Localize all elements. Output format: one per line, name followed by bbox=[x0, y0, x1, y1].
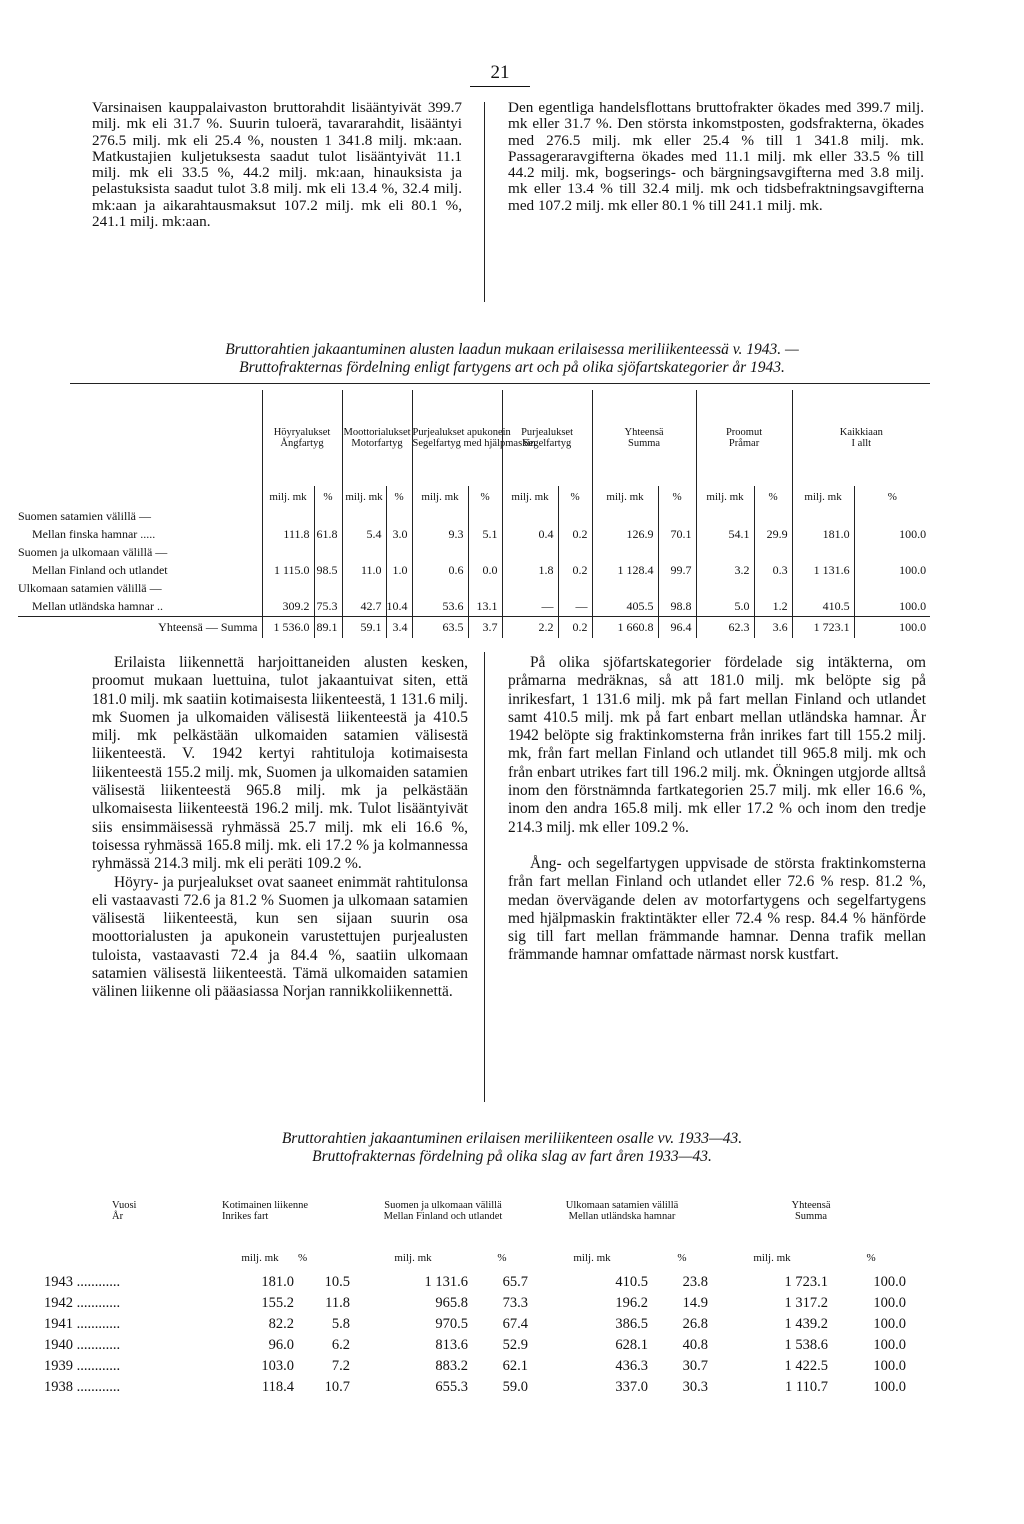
table1-cell: 11.0 bbox=[342, 561, 386, 580]
table2-cell: 100.0 bbox=[873, 1316, 907, 1332]
table1-cell: 410.5 bbox=[792, 597, 854, 616]
table1-caption-finnish: Bruttorahtien jakaantuminen alusten laadun mukaan erilaisessa meriliikenteessä v. 1943. — bbox=[225, 341, 799, 358]
col-header-steamships: Höyryalukset Ångfartyg bbox=[262, 390, 342, 486]
finnish-middle-paragraph-2: Höyry- ja purjealukset ovat saaneet enimmät rahtitulonsa eli vastaavasti 72.6 ja 81.2 % Suomen ja ulkomaan satamien välisestä liikenteestä, kun sen sijaan suurin osa moottorialusten ja apukonein varustettujen purjealusten tuloista, vastaavasti 72.4 ja 84.4 %, saatiin ulkomaan satamien välisestä liikenteestä. Tämä ulkomaiden satamien välinen liikenne oli pääasiassa Norjan rannikkoliikennettä. bbox=[92, 873, 468, 1001]
finnish-middle-paragraph-1: Erilaista liikennettä harjoittaneiden alusten kesken, proomut mukaan luettuina, tulot jakaantuivat siten, että 181.0 milj. mk saatiin kotimaisesta liikenteestä, 1 131.6 milj. mk Suomen ja ulkomaiden välisestä liikenteestä ja 410.5 milj. mk pelkästään ulkomaiden satamien välisestä liikenteestä. V. 1942 kertyi rahtituloja kotimaisesta liikenteestä 155.2 milj. mk, Suomen ja ulkomaiden satamien välisestä liikenteestä 965.8 milj. mk ja pelkästään ulkomaisesta liikenteestä 196.2 milj. mk. Tulot lisääntyivät siis ensimmäisessä ryhmässä 25.7 milj. mk eli 16.6 %, toisessa ryhmässä 165.8 milj. mk. eli 17.2 % ja kolmannessa ryhmässä 214.3 milj. mk eli peräti 109.2 %. bbox=[92, 654, 468, 873]
swedish-middle-text bbox=[508, 654, 926, 965]
table1-cell: 1.0 bbox=[386, 561, 412, 580]
table2-cell: 883.2 bbox=[435, 1358, 468, 1374]
table2-cell: 59.0 bbox=[502, 1379, 528, 1395]
table2-cell: 65.7 bbox=[502, 1274, 528, 1290]
finnish-intro-paragraph: Varsinaisen kauppalaivaston bruttorahdit lisääntyivät 399.7 milj. mk eli 31.7 %. Suurin tuloerä, tavararahdit, lisääntyi 276.5 milj. mk eli 25.4 %, nousten 1 341.8 milj. mk:aan. Matkustajien kuljetuksesta saadut tulot lisääntyivät 11.1 milj. mk eli 33.5 %, 44.2 milj. mk:aan, hinauksista ja pelastuksista saadut tulot 3.8 milj. mk eli 13.4 %, 32.4 milj. mk:aan ja aikarahtausmaksut 107.2 milj. mk eli 80.1 %, 241.1 milj. mk:aan. bbox=[92, 99, 462, 231]
table2-cell: 386.5 bbox=[615, 1316, 648, 1332]
table1-total-cell: 1 723.1 bbox=[792, 616, 854, 638]
table1-cell: 98.5 bbox=[314, 561, 342, 580]
table1-cell: — bbox=[502, 597, 558, 616]
table1-total-cell: 59.1 bbox=[342, 616, 386, 638]
table1-cell: 0.6 bbox=[412, 561, 468, 580]
table1-total-cell: 89.1 bbox=[314, 616, 342, 638]
table1-total-cell: 62.3 bbox=[696, 616, 754, 638]
table1-total-cell: 1 660.8 bbox=[592, 616, 658, 638]
table1-cell: 98.8 bbox=[658, 597, 696, 616]
row-label-finnish: Suomen satamien välillä — bbox=[18, 509, 151, 523]
table2-caption-finnish: Bruttorahtien jakaantuminen erilaisen meriliikenteen osalle vv. 1933—43. bbox=[281, 1130, 743, 1147]
table2-cell: 103.0 bbox=[261, 1358, 294, 1374]
table1-top-rule bbox=[70, 383, 930, 384]
table2-cell: 181.0 bbox=[261, 1274, 294, 1290]
table2-cell: 1 110.7 bbox=[785, 1379, 829, 1395]
total-label: Yhteensä — Summa bbox=[158, 619, 258, 634]
table1-total-cell: 2.2 bbox=[502, 616, 558, 638]
col-header-foreign-ports: Ulkomaan satamien välillä Mellan utländska hamnar bbox=[565, 1200, 679, 1222]
row-label-finnish: Ulkomaan satamien välillä — bbox=[18, 581, 162, 595]
table1-cell: 53.6 bbox=[412, 597, 468, 616]
swedish-intro-paragraph: Den egentliga handelsflottans bruttofrakter ökades med 399.7 milj. mk eller 31.7 %. Den största inkomstposten, godsfrakterna, ökades med 276.5 milj. mk eller 25.4 % till 1 341.8 milj. mk. Passageraravgifterna ökades med 11.1 milj. mk eller 33.5 % till 44.2 milj. mk, bogserings- och bärgningsavgifterna med 3.8 milj. mk eller 13.4 % till 32.4 milj. mk och tidsbefraktningsavgifterna med 107.2 milj. mk eller 80.1 % till 241.1 milj. mk. bbox=[508, 99, 924, 214]
table2-cell: 155.2 bbox=[261, 1295, 294, 1311]
col-header-sailships: Purjealukset Segelfartyg bbox=[502, 390, 592, 486]
table1 bbox=[18, 390, 930, 638]
row-label-swedish: Mellan utländska hamnar .. bbox=[32, 598, 163, 613]
table2-cell: 73.3 bbox=[502, 1295, 528, 1311]
table1-total-cell: 3.7 bbox=[468, 616, 502, 638]
table2-cell: 337.0 bbox=[615, 1379, 648, 1395]
table1-total-cell: 1 536.0 bbox=[262, 616, 314, 638]
year-cell: 1939 ............ bbox=[44, 1358, 121, 1374]
table1-cell: 100.0 bbox=[854, 597, 930, 616]
table1-cell: 0.0 bbox=[468, 561, 502, 580]
table1-cell: 111.8 bbox=[262, 525, 314, 544]
table2-cell: 23.8 bbox=[682, 1274, 709, 1290]
table2-cell: 100.0 bbox=[873, 1337, 907, 1353]
row-label-swedish: Mellan Finland och utlandet bbox=[32, 563, 168, 577]
table1-total-cell: 3.4 bbox=[386, 616, 412, 638]
table1-cell: 61.8 bbox=[314, 525, 342, 544]
table1-total-row bbox=[18, 616, 930, 638]
table2-cell: 82.2 bbox=[268, 1316, 294, 1332]
row-label-finnish: Suomen ja ulkomaan välillä — bbox=[18, 545, 168, 559]
table2-unit-row: milj. mk % milj. mk % milj. mk % milj. mk % bbox=[241, 1252, 876, 1264]
table2-cell: 813.6 bbox=[435, 1337, 468, 1353]
table1-total-cell: 3.6 bbox=[754, 616, 792, 638]
table2-cell: 52.9 bbox=[502, 1337, 528, 1353]
table2-cell: 67.4 bbox=[502, 1316, 528, 1332]
table1-cell: 1 131.6 bbox=[792, 561, 854, 580]
table2-cell: 970.5 bbox=[435, 1316, 468, 1332]
col-header-domestic: Kotimainen liikenne Inrikes fart bbox=[222, 1200, 309, 1222]
table2-cell: 6.2 bbox=[331, 1337, 350, 1353]
table1-cell: 0.4 bbox=[502, 525, 558, 544]
col-header-finland-abroad: Suomen ja ulkomaan välillä Mellan Finland och utlandet bbox=[383, 1200, 503, 1222]
table2-cell: 410.5 bbox=[615, 1274, 648, 1290]
table1-cell: 100.0 bbox=[854, 525, 930, 544]
table1-cell: 54.1 bbox=[696, 525, 754, 544]
table1-row bbox=[18, 597, 930, 616]
col-header-total: Yhteensä Summa bbox=[592, 390, 696, 486]
year-cell: 1941 ............ bbox=[44, 1316, 121, 1332]
table2-header-row bbox=[44, 1178, 910, 1244]
table1-cell: 100.0 bbox=[854, 561, 930, 580]
table2-cell: 62.1 bbox=[502, 1358, 528, 1374]
col-header-total: Yhteensä Summa bbox=[791, 1200, 831, 1222]
table2-caption bbox=[60, 1130, 964, 1166]
table1-cell: 0.2 bbox=[558, 525, 592, 544]
table2-cell: 1 317.2 bbox=[784, 1295, 829, 1311]
table2-cell: 26.8 bbox=[682, 1316, 709, 1332]
table2-cell: 30.7 bbox=[682, 1358, 709, 1374]
table2-cell: 40.8 bbox=[682, 1337, 709, 1353]
table1-header-row bbox=[18, 390, 930, 486]
table2-row bbox=[44, 1314, 910, 1335]
table2-cell: 7.2 bbox=[331, 1358, 350, 1374]
table1-cell: 1.2 bbox=[754, 597, 792, 616]
table2-cell: 628.1 bbox=[615, 1337, 648, 1353]
table1-cell: 1.8 bbox=[502, 561, 558, 580]
table2-row bbox=[44, 1335, 910, 1356]
table2-caption-swedish: Bruttofrakternas fördelning på olika slag av fart åren 1933—43. bbox=[312, 1148, 712, 1165]
table1-cell: 5.1 bbox=[468, 525, 502, 544]
row-label-swedish: Mellan finska hamnar ..... bbox=[32, 527, 156, 541]
swedish-middle-paragraph-1: På olika sjöfartskategorier fördelade sig intäkterna, om pråmarna medräknas, så att 181.0 milj. mk belöpte sig på inrikesfart, 1 131.6 milj. mk på fart mellan Finland och utlandet samt 410.5 milj. mk på fart enbart mellan utländska hamnar. År 1942 belöpte sig fraktinkomsterna från inrikes fart till 155.2 milj. mk, från fart mellan Finland och utlandet till 965.8 milj. mk och från enbart utrikes fart till 196.2 milj. mk. Ökningen utgjorde alltså inom den förstnämnda fartkategorien 25.7 milj. mk eller 16.6 %, inom den andra 165.8 milj. mk eller 17.2 % och inom den tredje 214.3 milj. mk eller 109.2 %. bbox=[508, 654, 926, 836]
swedish-middle-paragraph-2: Ång- och segelfartygen uppvisade de största fraktinkomsterna från fart mellan Finland och utlandet eller 72.6 % resp. 81.2 %, medan övervägande delen av motorfartygens och segelfartygens med hjälpmaskin fraktintäkter eller 72.4 % resp. 84.4 % hänförde sig till fart mellan främmande hamnar. Denna trafik mellan främmande hamnar omfattade närmast norsk kustfart. bbox=[508, 854, 926, 964]
table2-cell: 100.0 bbox=[873, 1358, 907, 1374]
table2-cell: 5.8 bbox=[331, 1316, 350, 1332]
table1-cell: 13.1 bbox=[468, 597, 502, 616]
table1-cell: 70.1 bbox=[658, 525, 696, 544]
table2-cell: 10.7 bbox=[324, 1379, 350, 1395]
table1-cell: 42.7 bbox=[342, 597, 386, 616]
table1-cell: — bbox=[558, 597, 592, 616]
table1-cell: 5.4 bbox=[342, 525, 386, 544]
table1-cell: 181.0 bbox=[792, 525, 854, 544]
table1-cell: 0.2 bbox=[558, 561, 592, 580]
table1-cell: 405.5 bbox=[592, 597, 658, 616]
table1-cell: 309.2 bbox=[262, 597, 314, 616]
table1-cell: 1 128.4 bbox=[592, 561, 658, 580]
table1-cell: 9.3 bbox=[412, 525, 468, 544]
table1-row-label-fi bbox=[18, 544, 930, 561]
table2-cell: 100.0 bbox=[873, 1379, 907, 1395]
table1-caption bbox=[60, 341, 964, 377]
year-cell: 1942 ............ bbox=[44, 1295, 121, 1311]
table1-cell: 75.3 bbox=[314, 597, 342, 616]
table1-total-cell: 100.0 bbox=[854, 616, 930, 638]
table2-cell: 655.3 bbox=[435, 1379, 468, 1395]
table2-cell: 196.2 bbox=[615, 1295, 648, 1311]
table2 bbox=[44, 1178, 910, 1398]
table2-cell: 1 422.5 bbox=[784, 1358, 829, 1374]
table2-row bbox=[44, 1377, 910, 1398]
table1-cell: 1 115.0 bbox=[262, 561, 314, 580]
table2-cell: 100.0 bbox=[873, 1295, 907, 1311]
column-divider-middle bbox=[484, 652, 485, 1102]
table2-row bbox=[44, 1272, 910, 1293]
table1-total-cell: 63.5 bbox=[412, 616, 468, 638]
table2-cell: 100.0 bbox=[873, 1274, 907, 1290]
table1-cell: 99.7 bbox=[658, 561, 696, 580]
table1-row bbox=[18, 561, 930, 580]
finnish-middle-text bbox=[92, 654, 468, 1002]
table1-cell: 0.3 bbox=[754, 561, 792, 580]
table2-cell: 436.3 bbox=[615, 1358, 648, 1374]
table1-row bbox=[18, 525, 930, 544]
table2-cell: 1 538.6 bbox=[784, 1337, 829, 1353]
table1-unit-row: milj. mk % milj. mk % milj. mk % milj. mk % milj. mk % milj. mk % milj. mk % bbox=[18, 486, 930, 508]
table1-cell: 3.0 bbox=[386, 525, 412, 544]
table1-cell: 10.4 bbox=[386, 597, 412, 616]
table2-cell: 118.4 bbox=[261, 1379, 294, 1395]
col-header-barges: Proomut Pråmar bbox=[696, 390, 792, 486]
table1-row-label-fi bbox=[18, 508, 930, 525]
table2-row bbox=[44, 1293, 910, 1314]
table2-cell: 1 723.1 bbox=[784, 1274, 829, 1290]
table1-total-cell: 0.2 bbox=[558, 616, 592, 638]
table2-cell: 30.3 bbox=[682, 1379, 709, 1395]
col-header-motorships: Moottorialukset Motorfartyg bbox=[342, 390, 412, 486]
year-cell: 1938 ............ bbox=[44, 1379, 121, 1395]
table2-cell: 14.9 bbox=[682, 1295, 709, 1311]
table2-cell: 1 439.2 bbox=[784, 1316, 829, 1332]
table1-row-label-fi bbox=[18, 580, 930, 597]
table2-cell: 10.5 bbox=[324, 1274, 350, 1290]
table1-cell: 3.2 bbox=[696, 561, 754, 580]
column-divider-top bbox=[484, 102, 485, 302]
table2-cell: 11.8 bbox=[325, 1295, 350, 1311]
col-header-sail-aux: Purjealukset apukonein Segelfartyg med hjälpmaskin bbox=[412, 390, 502, 486]
table1-cell: 29.9 bbox=[754, 525, 792, 544]
table1-total-cell: 96.4 bbox=[658, 616, 696, 638]
table1-cell: 126.9 bbox=[592, 525, 658, 544]
table1-cell: 5.0 bbox=[696, 597, 754, 616]
table2-cell: 96.0 bbox=[268, 1337, 294, 1353]
col-header-year: Vuosi År bbox=[112, 1200, 137, 1222]
table2-cell: 1 131.6 bbox=[424, 1274, 468, 1290]
table1-caption-swedish: Bruttofrakternas fördelning enligt fartygens art och på olika sjöfartskategorier år 1943. bbox=[239, 359, 785, 376]
table2-row bbox=[44, 1356, 910, 1377]
table2-cell: 965.8 bbox=[435, 1295, 468, 1311]
year-cell: 1940 ............ bbox=[44, 1337, 121, 1353]
page-number: 21 bbox=[470, 62, 530, 87]
col-header-grand-total: Kaikkiaan I allt bbox=[792, 390, 930, 486]
year-cell: 1943 ............ bbox=[44, 1274, 121, 1290]
